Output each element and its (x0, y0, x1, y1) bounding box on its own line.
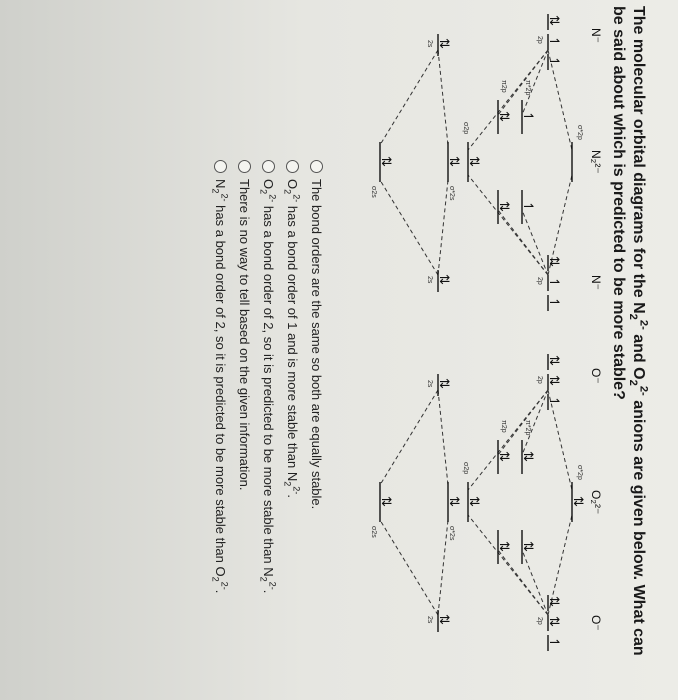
svg-text:↿: ↿ (546, 637, 561, 648)
o2-sigma-2s-star-label: σ*2s (448, 526, 455, 541)
answer-option-segment: 2- (267, 194, 278, 203)
n2-right-atom-label: N⁻ (589, 275, 603, 290)
answer-option-segment: 2- (219, 193, 230, 202)
svg-text:⇅: ⇅ (496, 201, 511, 212)
answer-option-text (258, 179, 278, 594)
o2-right-2s-label: 2s (426, 616, 433, 624)
o2-right-atom-label: O⁻ (589, 615, 603, 631)
answer-option-segment: N (213, 179, 228, 189)
n2-left-2s-label: 2s (426, 40, 433, 48)
svg-text:⇅: ⇅ (496, 541, 511, 552)
o2-pi-2p-star-label: π*2p (524, 420, 531, 436)
answer-option-segment: 2- (267, 581, 278, 590)
svg-text:⇅: ⇅ (546, 616, 561, 627)
svg-text:↿: ↿ (546, 277, 561, 288)
svg-text:⇅: ⇅ (520, 541, 535, 552)
n2-sigma-2p-star-label: σ*2p (576, 125, 583, 140)
n2-pi-2p-label: π2p (500, 80, 507, 93)
answer-option-segment: . (285, 494, 300, 499)
o2-pi-2p-label: π2p (500, 420, 507, 433)
svg-text:↿: ↿ (546, 396, 561, 407)
answer-option[interactable] (235, 160, 253, 490)
o2-left-2s-label: 2s (426, 380, 433, 388)
answer-option-segment: 2 (258, 576, 269, 582)
svg-text:↿: ↿ (520, 201, 535, 212)
answer-option-segment: 2 (258, 189, 269, 195)
answer-option-segment: 2 (210, 188, 221, 194)
svg-text:⇅: ⇅ (570, 496, 585, 507)
o2-sigma-2s-label: σ2s (370, 526, 377, 538)
radio-button[interactable] (286, 160, 299, 173)
answer-option-segment: O (261, 179, 276, 190)
radio-button[interactable] (238, 160, 251, 173)
svg-text:⇅: ⇅ (546, 256, 561, 267)
question-text: The molecular orbital diagrams for the $N_2^{2-}$ and $O_2^{2-}$ anions are given below. What can be said about which is predicted to be more stable? (610, 6, 650, 656)
svg-text:⇅: ⇅ (436, 274, 451, 285)
answer-option[interactable] (283, 160, 301, 498)
o2-ion-label: O₂²⁻ (589, 490, 603, 515)
svg-text:⇅: ⇅ (466, 156, 481, 167)
svg-text:↿: ↿ (520, 111, 535, 122)
n2-mo-diagram (338, 0, 608, 340)
svg-text:↿: ↿ (546, 36, 561, 47)
n2-pi-2p-star-label: π*2p (524, 80, 531, 96)
n2-ion-label: N₂²⁻ (589, 150, 603, 174)
answer-option[interactable] (259, 160, 277, 593)
answer-option-segment: 2- (219, 581, 230, 590)
answer-option-text (309, 179, 324, 509)
radio-button[interactable] (310, 160, 323, 173)
answer-option-text (210, 179, 230, 594)
answer-option[interactable] (307, 160, 325, 509)
o2-left-atom-label: O⁻ (589, 368, 603, 384)
answer-option-text (237, 179, 252, 490)
svg-text:↿: ↿ (546, 56, 561, 67)
svg-text:⇅: ⇅ (546, 15, 561, 26)
o2-left-2p-label: 2p (536, 376, 543, 384)
n2-sigma-2s-star-label: σ*2s (448, 186, 455, 201)
o2-right-2p-label: 2p (536, 617, 543, 625)
n2-sigma-2p-label: σ2p (462, 122, 469, 135)
answer-option-segment: 2- (291, 486, 302, 495)
svg-text:⇅: ⇅ (436, 378, 451, 389)
o2-sigma-2p-label: σ2p (462, 462, 469, 475)
answer-option-segment: has a bond order of 2, so it is predicted to be more stable than O (213, 201, 228, 577)
svg-text:⇅: ⇅ (446, 496, 461, 507)
svg-text:⇅: ⇅ (520, 451, 535, 462)
answer-option-text (282, 179, 302, 499)
svg-text:⇅: ⇅ (546, 375, 561, 386)
svg-text:⇅: ⇅ (378, 496, 393, 507)
answer-option-segment: has a bond order of 1 and is more stable than N (285, 202, 300, 482)
answer-option-segment: O (285, 179, 300, 190)
o2-mo-diagram (338, 340, 608, 680)
answer-option-segment: The bond orders are the same so both are equally stable. (309, 179, 324, 510)
svg-text:⇅: ⇅ (496, 451, 511, 462)
svg-text:⇅: ⇅ (378, 156, 393, 167)
answer-option-segment: There is no way to tell based on the given information. (237, 179, 252, 491)
svg-text:⇅: ⇅ (546, 596, 561, 607)
radio-button[interactable] (262, 160, 275, 173)
radio-button[interactable] (214, 160, 227, 173)
svg-text:⇅: ⇅ (546, 355, 561, 366)
answer-option-segment: . (261, 589, 276, 594)
svg-text:⇅: ⇅ (466, 496, 481, 507)
n2-left-atom-label: N⁻ (589, 28, 603, 43)
answer-option[interactable] (211, 160, 229, 593)
n2-sigma-2s-label: σ2s (370, 186, 377, 198)
svg-text:⇅: ⇅ (436, 38, 451, 49)
answer-option-segment: 2 (282, 481, 293, 487)
svg-text:⇅: ⇅ (496, 111, 511, 122)
n2-right-2s-label: 2s (426, 276, 433, 284)
n2-right-2p-label: 2p (536, 277, 543, 285)
svg-text:⇅: ⇅ (436, 614, 451, 625)
svg-text:⇅: ⇅ (446, 156, 461, 167)
answer-option-segment: . (213, 589, 228, 594)
answer-option-segment: has a bond order of 2, so it is predicted to be more stable than N (261, 202, 276, 577)
answer-option-segment: 2- (291, 194, 302, 203)
answer-option-segment: 2 (282, 189, 293, 195)
answer-option-segment: 2 (210, 576, 221, 582)
o2-sigma-2p-star-label: σ*2p (576, 465, 583, 480)
svg-text:↿: ↿ (546, 297, 561, 308)
n2-left-2p-label: 2p (536, 36, 543, 44)
